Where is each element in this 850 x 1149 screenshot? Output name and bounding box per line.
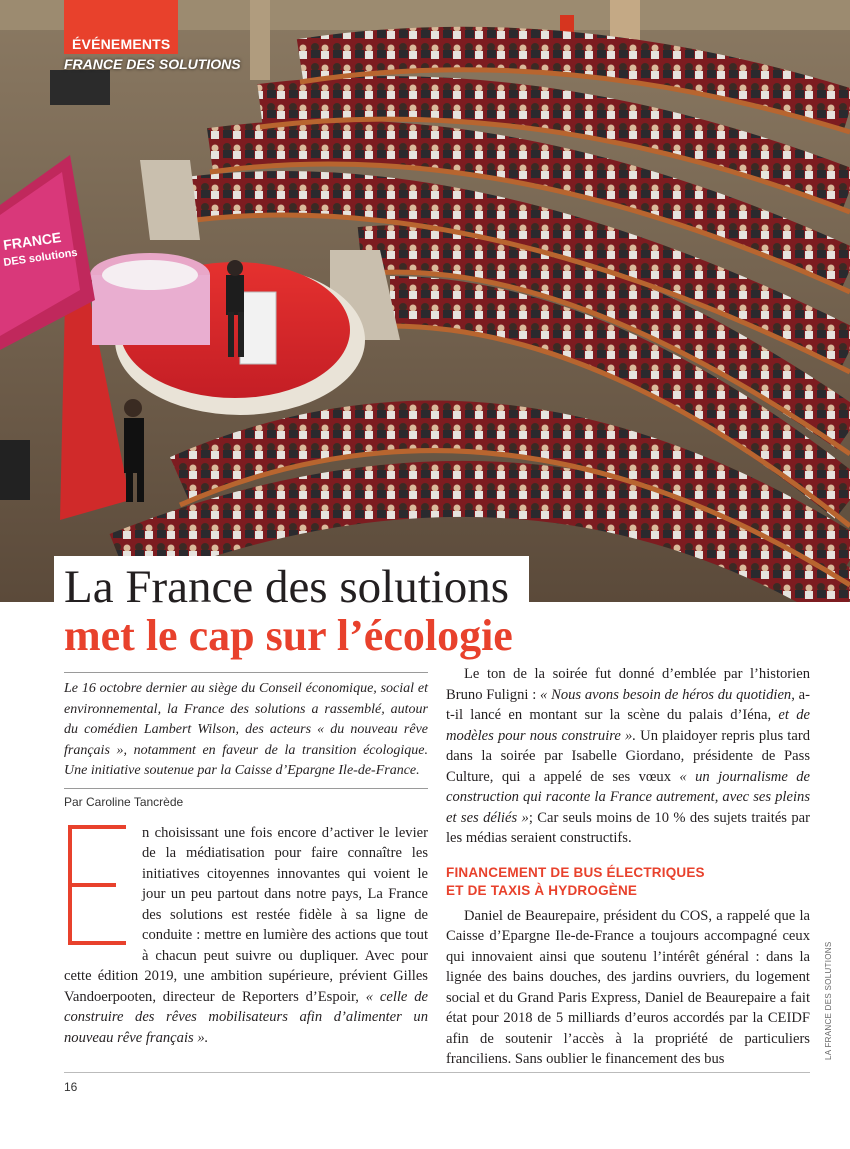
dropcap-letter: E — [64, 822, 65, 824]
dropcap — [64, 823, 130, 947]
headline-line-1: La France des solutions — [64, 561, 510, 613]
section-tag: ÉVÉNEMENTS — [64, 0, 178, 54]
chapo: Le 16 octobre dernier au siège du Conseil économique, social et environnemental, la France des solutions a rassemblé, autour du comédien Lambert Wilson, des acteurs « du nouveau rêve français », notamment en faveur de la transition écologique. Une initiative soutenue par la Caisse d’Epargne Ile-de-France. — [64, 681, 428, 779]
quote: « un journalisme de construction qui raconte la France autrement, avec ses pleins et ses déliés » — [446, 768, 810, 826]
paragraph-text: Daniel de Beaurepaire, président du COS, a rappelé que la Caisse d’Epargne Ile-de-France a toujours accompagné ceux qui innovaient ainsi que soutenu l’intérêt général : dans la lignée des bains douches, des jardins ouvriers, du logement social et du Grand Paris Express, Daniel de Beaurepaire a fait état pour 2018 de 5 milliards d’euros accordés par la CEIDF afin de soutenir l’accès à la propriété de particuliers franciliens. Sans oublier le financement des bus — [446, 907, 810, 1067]
page-number: 16 — [64, 1080, 78, 1094]
side-label-text: LA FRANCE DES SOLUTIONS — [824, 941, 833, 1060]
headline-line-2: met le cap sur l’écologie — [64, 611, 513, 660]
headline-box — [54, 556, 529, 612]
paragraph-text: n choisissant une fois encore d’activer le levier de la médiatisation pour faire connaître les initiatives citoyennes innovantes qui voient le jour un peu partout dans notre pays, La France des solutions est restée fidèle à sa ligne de conduite : mettre en lumière des actions que tout à chacun peut suivre ou dupliquer. Avec pour cette édition 2019, une ambition supérieure, prévient Gilles Vandoerpooten, directeur de Reporters d’Espoir, — [64, 824, 428, 1005]
subheading-line-1: FINANCEMENT DE BUS ÉLECTRIQUES — [446, 864, 705, 880]
quote: « Nous avons besoin de héros du quotidien, — [540, 686, 795, 703]
paragraph-text: Le ton de la soirée fut donné d’emblée par l’historien Bruno Fuligni : — [446, 666, 810, 703]
byline: Par Caroline Tancrède — [64, 794, 184, 809]
footer-divider — [64, 1072, 810, 1073]
paragraph-text: Un plaidoyer repris plus tard dans la soirée par Isabelle Giordano, présidente de Pass Culture, qui a appelé de ses vœux — [446, 727, 810, 785]
paragraph-text: a-t-il lancé en montant sur la scène du palais d’Iéna, — [446, 686, 810, 723]
quote: « celle de construire des rêves mobilisateurs afin d’alimenter un nouveau rêve français ». — [64, 988, 428, 1046]
left-column — [64, 672, 428, 1048]
section-subtitle: FRANCE DES SOLUTIONS — [64, 56, 241, 72]
right-column — [446, 664, 810, 1070]
quote: et de modèles pour nous construire ». — [446, 707, 810, 744]
article-body-left — [64, 823, 428, 1049]
paragraph-text: ; Car seuls moins de 10 % des sujets traités par les médias seraient constructifs. — [446, 809, 810, 846]
subheading — [446, 864, 810, 900]
section-kicker — [64, 0, 241, 72]
dropcap-e — [64, 823, 130, 947]
banner-text-2: DES solutions — [2, 246, 79, 269]
banner-text: FRANCE — [2, 229, 63, 253]
subheading-line-2: ET DE TAXIS À HYDROGÈNE — [446, 882, 638, 898]
side-label — [824, 941, 838, 1060]
